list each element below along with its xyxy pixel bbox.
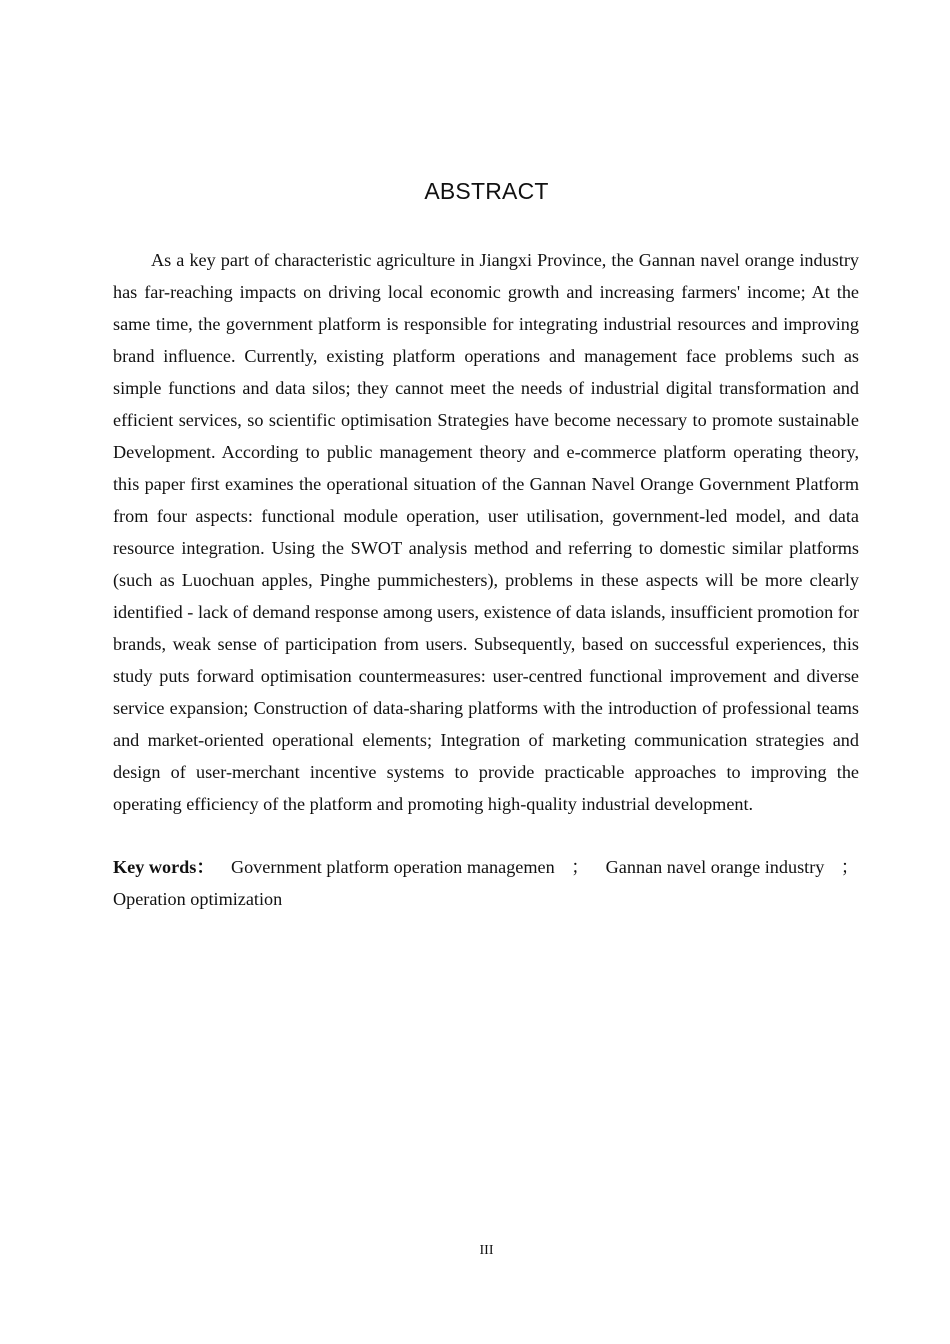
keywords-line <box>113 851 859 883</box>
abstract-title: ABSTRACT <box>424 178 549 204</box>
keyword-separator: ； <box>840 857 859 877</box>
page-number: III <box>479 1243 494 1258</box>
keywords-label-separator: ： <box>196 857 215 877</box>
keywords-section <box>113 851 859 915</box>
keywords-line <box>113 883 859 915</box>
keyword-item: Operation optimization <box>113 889 283 909</box>
keywords-label: Key words <box>113 857 197 877</box>
keyword-separator: ； <box>571 857 590 877</box>
keyword-item: Gannan navel orange industry <box>605 857 825 877</box>
keyword-item: Government platform operation managemen <box>230 857 555 877</box>
keywords-label-group <box>113 851 215 883</box>
abstract-body: As a key part of characteristic agriculture in Jiangxi Province, the Gannan navel orange industry has far-reaching impacts on driving local economic growth and increasing farmers' income; At the same time, the government platform is responsible for integrating industrial resources and improving brand influence. Currently, existing platform operations and management face problems such as simple functions and data silos; they cannot meet the needs of industrial digital transformation and efficient services, so scientific optimisation Strategies have become necessary to promote sustainable Development. According to public management theory and e-commerce platform operating theory, this paper first examines the operational situation of the Gannan Navel Orange Government Platform from four aspects: functional module operation, user utilisation, government-led model, and data resource integration. Using the SWOT analysis method and referring to domestic similar platforms (such as Luochuan apples, Pinghe pummichesters), problems in these aspects will be more clearly identified - lack of demand response among users, existence of data islands, insufficient promotion for brands, weak sense of participation from users. Subsequently, based on successful experiences, this study puts forward optimisation countermeasures: user-centred functional improvement and diverse service expansion; Construction of data-sharing platforms with the introduction of professional teams and market-oriented operational elements; Integration of marketing communication strategies and design of user-merchant incentive systems to provide practicable approaches to improving the operating efficiency of the platform and promoting high-quality industrial development. <box>113 250 859 814</box>
